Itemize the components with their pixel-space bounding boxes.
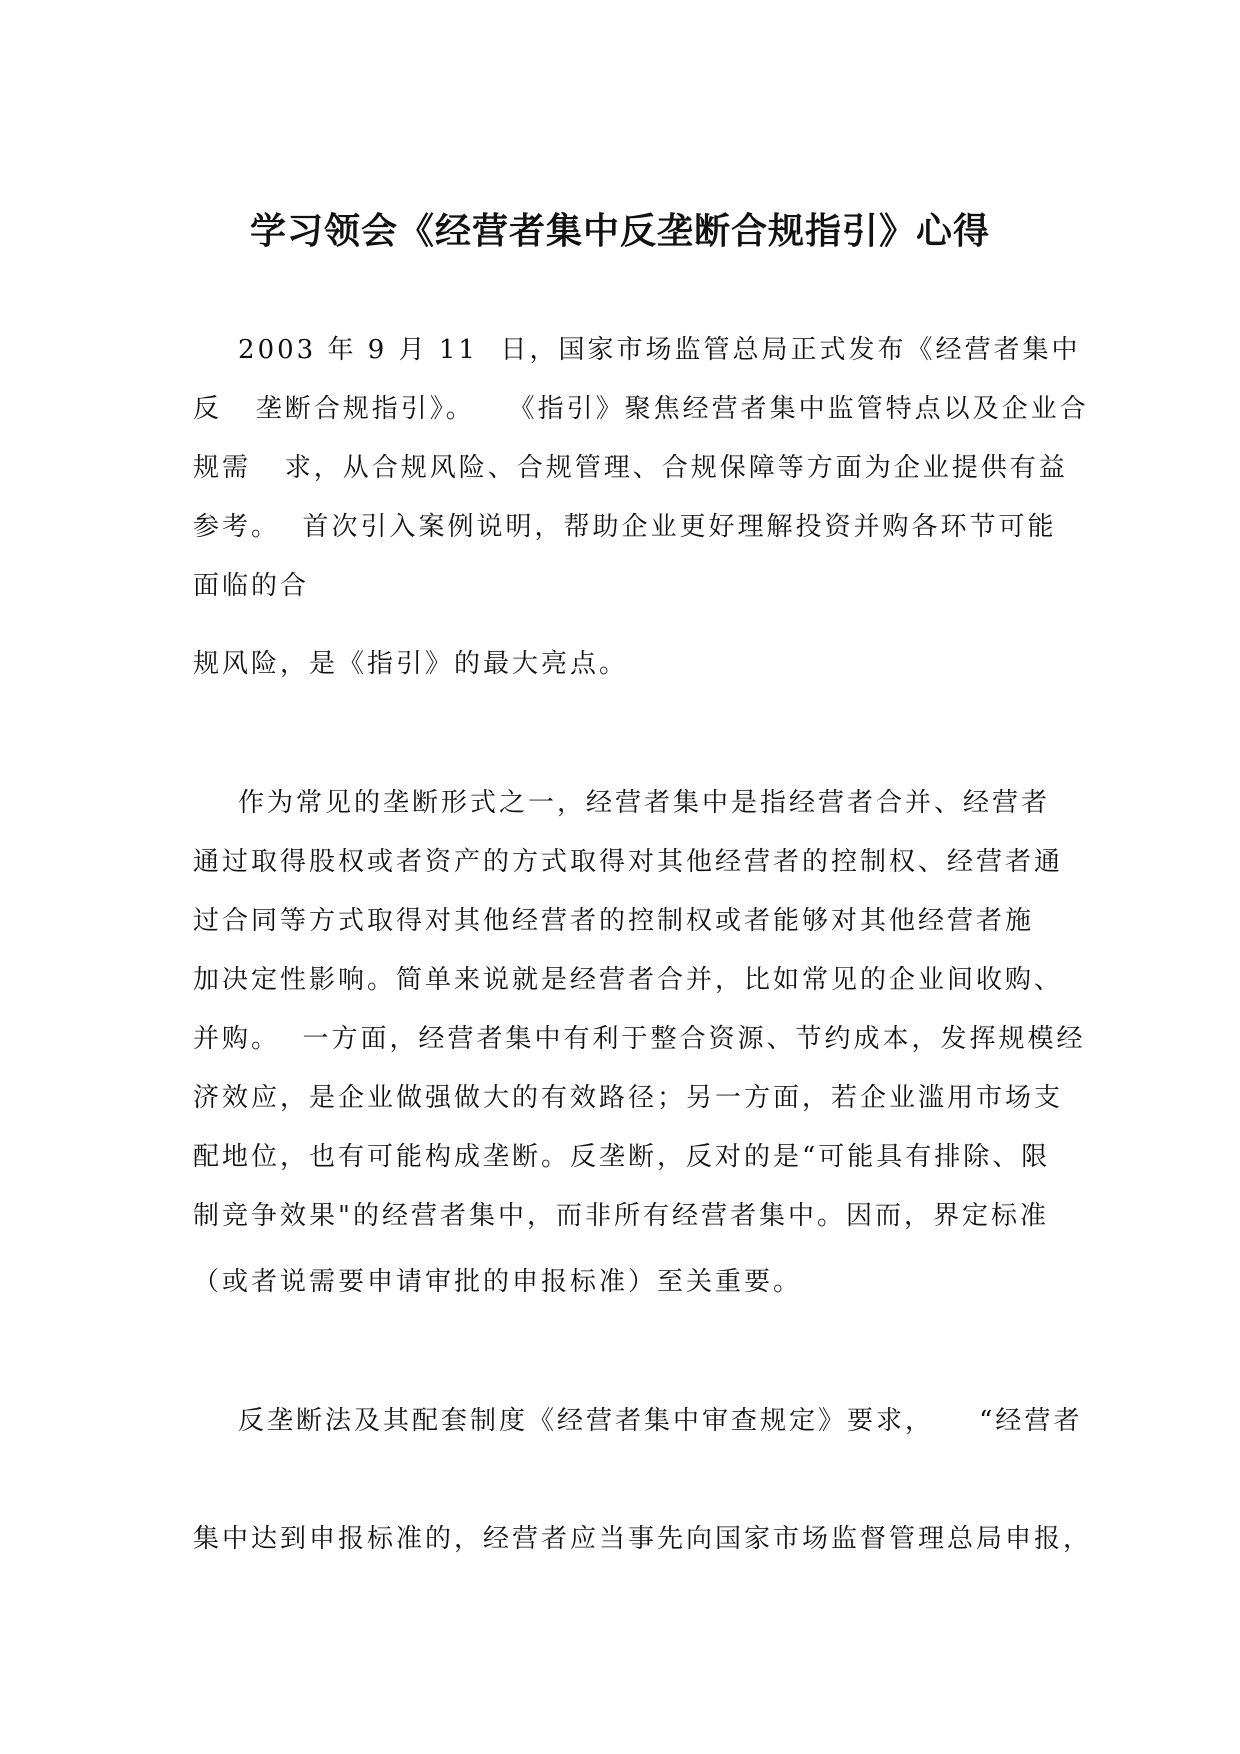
paragraph-line: 配地位，也有可能构成垄断。反垄断，反对的是“可能具有排除、限 — [193, 1142, 1051, 1172]
paragraph-line: 过合同等方式取得对其他经营者的控制权或者能够对其他经营者施 — [193, 906, 1035, 936]
paragraph-line: 加决定性影响。简单来说就是经营者合并，比如常见的企业间收购、 — [193, 965, 1064, 995]
paragraph-line: 规风险，是《指引》的最大亮点。 — [193, 649, 629, 679]
paragraph-line: 集中达到申报标准的，经营者应当事先向国家市场监督管理总局申报， — [193, 1524, 1093, 1554]
paragraph-line: （或者说需要申请审批的申报标准）至关重要。 — [193, 1267, 803, 1297]
paragraph-line: 反 垄断合规指引》。 《指引》聚焦经营者集中监管特点以及企业合 — [193, 394, 1089, 424]
paragraph-line: 规需 求，从合规风险、合规管理、合规保障等方面为企业提供有益 — [193, 453, 1068, 483]
paragraph-line: 作为常见的垄断形式之一，经营者集中是指经营者合并、经营者 — [193, 788, 1051, 818]
paragraph-line: 2003 年 9 月 11 日，国家市场监管总局正式发布《经营者集中 — [193, 335, 1081, 365]
document-title: 学习领会《经营者集中反垄断合规指引》心得 — [249, 211, 990, 252]
paragraph-line: 制竞争效果"的经营者集中，而非所有经营者集中。因而，界定标准 — [193, 1201, 1049, 1231]
paragraph-line: 并购。 一方面，经营者集中有利于整合资源、节约成本，发挥规模经 — [193, 1024, 1086, 1054]
paragraph-line: 面临的合 — [193, 571, 310, 601]
paragraph-line: 参考。 首次引入案例说明，帮助企业更好理解投资并购各环节可能 — [193, 512, 1057, 542]
paragraph-line: 济效应，是企业做强做大的有效路径；另一方面，若企业滥用市场支 — [193, 1083, 1064, 1113]
paragraph-line: 通过取得股权或者资产的方式取得对其他经营者的控制权、经营者通 — [193, 847, 1064, 877]
paragraph-line: 反垄断法及其配套制度《经营者集中审查规定》要求， “经营者 — [193, 1406, 1083, 1436]
